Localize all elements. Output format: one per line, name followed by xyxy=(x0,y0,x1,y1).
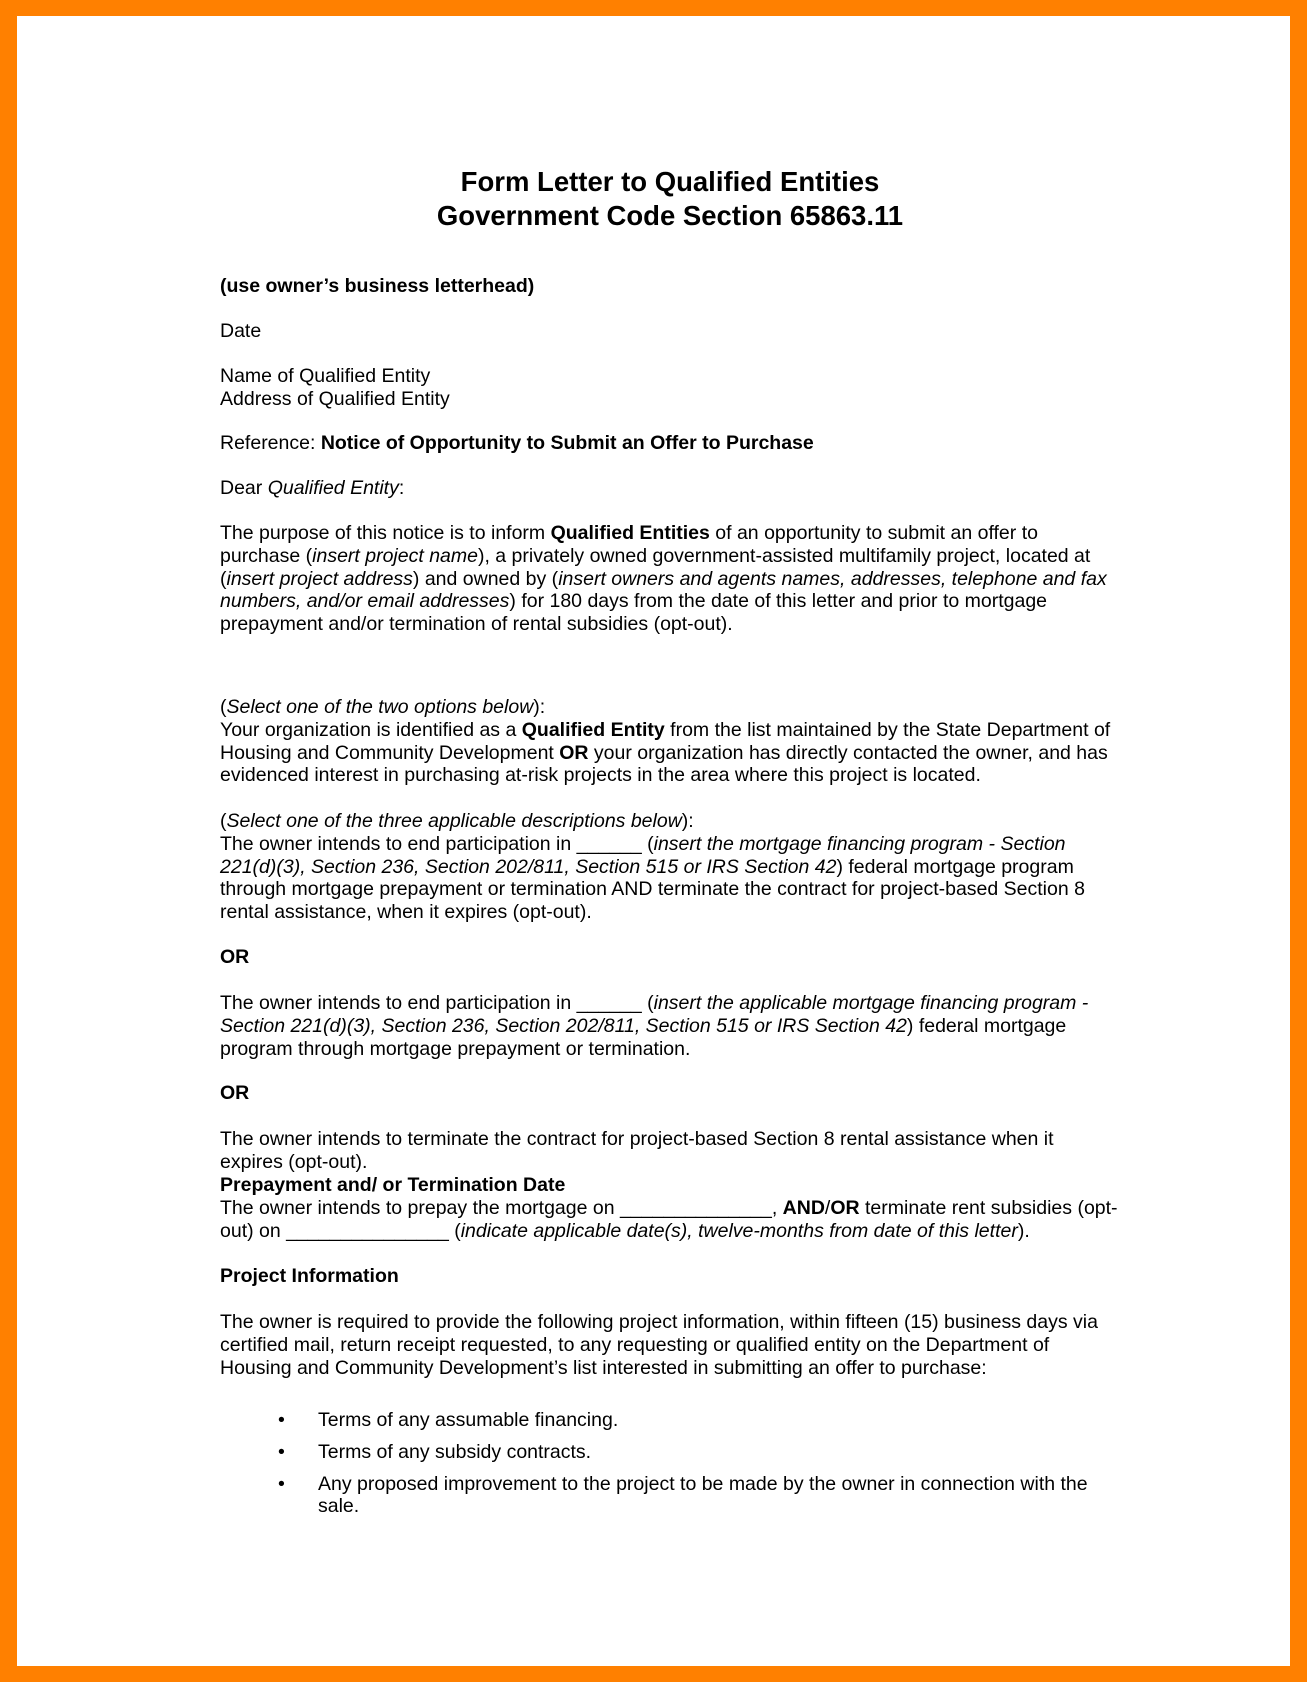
salutation-dear: Dear xyxy=(220,477,268,499)
italic-run: Select one of the two options below xyxy=(226,696,534,718)
list-item-text: Any proposed improvement to the project to be made by the owner in connection with the sale. xyxy=(318,1472,1088,1518)
select-three-descriptions xyxy=(220,810,1120,924)
text-run: ): xyxy=(681,810,694,832)
text-run: ) federal mortgage program through mortgage prepayment or termination AND terminate the contract for project-based Section 8 rental assistance, when it expires (opt-out). xyxy=(220,855,1085,924)
italic-run: insert the mortgage financing program - Section 221(d)(3), Section 236, Section 202/811, Section 515 or IRS Section 42 xyxy=(220,832,1066,878)
text-run: The owner intends to end participation in ______ ( xyxy=(220,832,654,855)
salutation-colon: : xyxy=(398,477,405,499)
text-run: ), a privately owned government-assisted multifamily project, located at ( xyxy=(220,544,1091,590)
text-run: ): xyxy=(533,696,546,718)
date-label: Date xyxy=(220,320,262,342)
recipient-name: Name of Qualified Entity xyxy=(220,365,431,387)
bold-run: OR xyxy=(559,741,589,764)
salutation xyxy=(220,477,1120,500)
recipient-address: Address of Qualified Entity xyxy=(220,387,450,410)
list-item xyxy=(220,1473,1120,1519)
project-info-list xyxy=(220,1409,1120,1518)
prepayment-section xyxy=(220,1174,1120,1242)
text-run: ). xyxy=(1017,1219,1030,1242)
title-line-1: Form Letter to Qualified Entities xyxy=(460,166,880,197)
list-item-text: Terms of any subsidy contracts. xyxy=(318,1440,592,1463)
text-run: ( xyxy=(220,696,227,718)
document-page xyxy=(17,16,1290,1666)
text-run: The owner intends to end participation in ______ ( xyxy=(220,992,654,1014)
bold-run: AND xyxy=(782,1196,825,1219)
text-run: ) and owned by ( xyxy=(412,567,559,590)
text-run: / xyxy=(824,1196,831,1219)
select-two-options xyxy=(220,696,1120,787)
text-run: ( xyxy=(220,810,227,832)
document-title xyxy=(220,165,1120,233)
text-run: The owner intends to prepay the mortgage on ______________, xyxy=(220,1196,783,1219)
or-separator-1: OR xyxy=(220,946,250,968)
project-info-heading: Project Information xyxy=(220,1265,399,1287)
reference-subject: Notice of Opportunity to Submit an Offer to Purchase xyxy=(320,432,814,454)
text-run: The owner intends to terminate the contract for project-based Section 8 rental assistance when it expires (opt-out). xyxy=(220,1128,1054,1173)
bold-run: Qualified Entity xyxy=(521,718,665,741)
text-run: your organization has directly contacted the owner, and has evidenced interest in purchasing at-risk projects in the area where this project is located. xyxy=(220,741,1108,787)
or-separator-2: OR xyxy=(220,1082,250,1104)
bullet-icon: • xyxy=(278,1472,285,1495)
prepayment-heading: Prepayment and/ or Termination Date xyxy=(220,1174,566,1196)
bold-run: Qualified Entities xyxy=(550,522,710,544)
text-run: of an opportunity to submit an offer to purchase ( xyxy=(220,522,1038,567)
title-line-2: Government Code Section 65863.11 xyxy=(436,200,904,231)
list-item xyxy=(220,1409,1120,1432)
list-item xyxy=(220,1441,1120,1464)
italic-run: Select one of the three applicable descriptions below xyxy=(226,810,682,832)
text-run: terminate rent subsidies (opt-out) on _______________ ( xyxy=(220,1196,1118,1242)
text-run: ) federal mortgage program through mortgage prepayment or termination. xyxy=(220,1014,1067,1060)
bullet-icon: • xyxy=(278,1440,285,1463)
bullet-icon: • xyxy=(278,1409,285,1431)
list-item-text: Terms of any assumable financing. xyxy=(318,1409,619,1431)
bold-run: OR xyxy=(830,1196,860,1219)
salutation-name: Qualified Entity xyxy=(267,477,399,499)
purpose-paragraph xyxy=(220,522,1120,636)
italic-run: insert project address xyxy=(226,567,413,590)
italic-run: insert the applicable mortgage financing program - Section 221(d)(3), Section 236, Section 202/811, Section 515 or IRS Section 42 xyxy=(220,992,1089,1037)
text-run: Your organization is identified as a xyxy=(220,718,522,741)
text-run: The purpose of this notice is to inform xyxy=(220,522,551,544)
option-two-paragraph xyxy=(220,992,1120,1060)
italic-run: indicate applicable date(s), twelve-months from date of this letter xyxy=(460,1219,1018,1242)
italic-run: insert owners and agents names, addresses, telephone and fax numbers, and/or email addresses xyxy=(220,567,1107,613)
text-run: ) for 180 days from the date of this letter and prior to mortgage prepayment and/or termination of rental subsidies (opt-out). xyxy=(220,590,1048,636)
recipient-block xyxy=(220,365,1120,411)
reference-line xyxy=(220,432,1120,455)
option-three-paragraph xyxy=(220,1128,1120,1174)
reference-label: Reference: xyxy=(220,432,321,454)
italic-run: insert project name xyxy=(312,544,478,567)
text-run: from the list maintained by the State Department of Housing and Community Development xyxy=(220,718,1111,764)
letterhead-note: (use owner’s business letterhead) xyxy=(220,275,535,297)
project-info-body: The owner is required to provide the following project information, within fifteen (15) business days via certified mail, return receipt requested, to any requesting or qualified entity on the Department of Housing and Community Development’s list interested in submitting an offer to purchase: xyxy=(220,1311,1098,1379)
